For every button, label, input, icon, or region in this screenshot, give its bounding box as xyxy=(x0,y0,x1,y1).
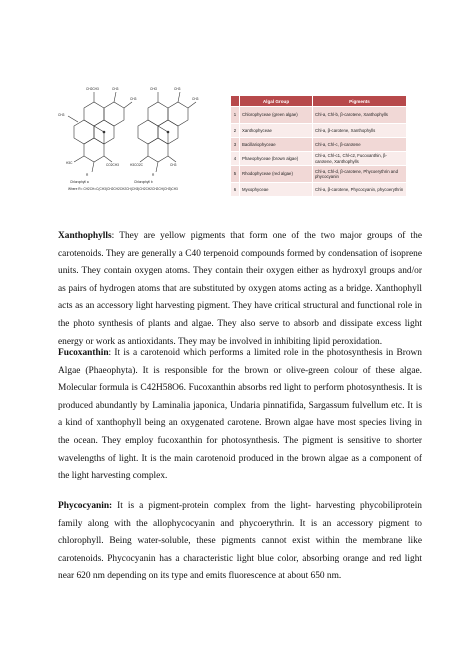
figure-label: R xyxy=(86,173,89,177)
table-row xyxy=(231,138,407,152)
algal-group-cell: Myxophyceae xyxy=(240,183,313,197)
algal-group-cell: Phaeophyceae (brown algae) xyxy=(240,152,313,166)
figure-label: H3CO2C xyxy=(130,163,143,167)
phycocyanin-term: Phycocyanin: xyxy=(58,501,113,511)
xanthophylls-term: Xanthophylls xyxy=(58,231,112,241)
column-header-pigments: Pigments xyxy=(313,96,407,107)
chlorophyll-structure-drawing xyxy=(56,80,204,192)
figure-label: H3C xyxy=(66,161,73,165)
fucoxanthin-term: Fucoxanthin xyxy=(58,348,109,358)
figure-label: R xyxy=(152,173,155,177)
pigments-cell: Chl-a, Chl-c1, Chl-c2, Fucoxanthin, β-carotene, Xanthophylls xyxy=(313,152,407,166)
table-row xyxy=(231,183,407,197)
figure-label: CH3 xyxy=(58,113,65,117)
row-number: 2 xyxy=(231,124,240,138)
column-header-algal-group: Algal Group xyxy=(240,96,313,107)
xanthophylls-text: They are yellow pigments that form one of the two major groups of the carotenoids. They are generally a C40 terpenoid compounds formed by condensation of isoprene units. They contain oxygen atoms. They contain their oxygen either as hydroxyl groups and/or as pairs of hydrogen atoms that are substituted by oxygen atoms acting as a bridge. Xanthophyll acts as an accessory light harvesting pigment. They have critical structural and functional role in the photo synthesis of plants and algae. They also serve to absorb and dissipate excess light energy or work as antioxidants. They may be involved in inhibiting lipid peroxidation. xyxy=(58,231,422,347)
figure-label: CH3 xyxy=(112,87,119,91)
column-header-number xyxy=(231,96,240,107)
table-row xyxy=(231,152,407,166)
phycocyanin-paragraph xyxy=(58,498,422,586)
chlorophyll-structures-figure xyxy=(56,80,204,192)
figure-label: CH2CH3 xyxy=(86,87,99,91)
figure-label: CH3 xyxy=(174,87,181,91)
table-row xyxy=(231,124,407,138)
pigments-cell: Chl-a, β-carotene, Phycocyanin, phycoerythrin xyxy=(313,183,407,197)
pigments-cell: Chl-a, Chl-b, β-carotene, Xanthophylls xyxy=(313,107,407,124)
xanthophylls-paragraph xyxy=(58,228,422,351)
pigments-cell: Chl-a, Chl-c, β-carotene xyxy=(313,138,407,152)
figure-label: CO2CH3 xyxy=(106,163,119,167)
algal-group-cell: Xanthophyceae xyxy=(240,124,313,138)
figure-label: CH3 xyxy=(130,97,137,101)
pigments-cell: Chl-a, β-carotene, Xanthophylls xyxy=(313,124,407,138)
table-row xyxy=(231,166,407,183)
fucoxanthin-text: It is a carotenoid which performs a limited role in the photosynthesis in Brown Algae (Phaeophyta). It is responsible for the brown or olive-green colour of these algae. Molecular formula is C42H58O6. Fucoxanthin absorbs red light to perform photosynthesis. It is produced abundantly by Laminalia japonica, Undaria pinnatifida, Sargassum fulvellum etc. It is a kind of xanthophyll being an oxygenated carotene. Brown algae have most species living in the ocean. They employ fucoxanthin for photosynthesis. The pigment is sensitive to shorter wavelengths of light. It is the main carotenoid produced in the brown algae as a component of the light harvesting complex. xyxy=(58,348,422,482)
figure-label: CH3 xyxy=(192,97,199,101)
phytol-formula: Where R= CH2CH=C(CH3)CH2CH2CH2CH(CH3)CH2CH2CH2CH(CH3)CH3 xyxy=(68,187,178,191)
row-number: 5 xyxy=(231,166,240,183)
algal-group-cell: Chlorophyceae (green algae) xyxy=(240,107,313,124)
row-number: 3 xyxy=(231,138,240,152)
table-header-row xyxy=(231,96,407,107)
chlorophyll-a-label: Chlorophyll a xyxy=(70,180,89,184)
term-separator: : xyxy=(108,348,112,358)
pigments-cell: Chl-a, Chl-d, β-carotene, Phycoerythrin and phycocyanin xyxy=(313,166,407,183)
row-number: 6 xyxy=(231,183,240,197)
algal-pigment-table xyxy=(230,95,407,197)
fucoxanthin-paragraph xyxy=(58,345,422,486)
row-number: 1 xyxy=(231,107,240,124)
figure-label: CHO xyxy=(150,87,158,91)
table-row xyxy=(231,107,407,124)
figure-label: CH3 xyxy=(170,163,177,167)
row-number: 4 xyxy=(231,152,240,166)
chlorophyll-b-label: Chlorophyll b xyxy=(134,180,153,184)
term-separator: : xyxy=(111,231,115,241)
algal-group-cell: Bacillariophyceae xyxy=(240,138,313,152)
phycocyanin-text: It is a pigment-protein complex from the light- harvesting phycobiliprotein family along with the allophycocyanin and phycoerythrin. It is an accessory pigment to chlorophyll. Being water-soluble, these pigments cannot exist within the membrane like carotenoids. Phycocyanin has a characteristic light blue color, absorbing orange and red light near 620 nm depending on its type and emits fluorescence at about 650 nm. xyxy=(58,501,422,582)
algal-group-cell: Rhodophyceae (red algae) xyxy=(240,166,313,183)
